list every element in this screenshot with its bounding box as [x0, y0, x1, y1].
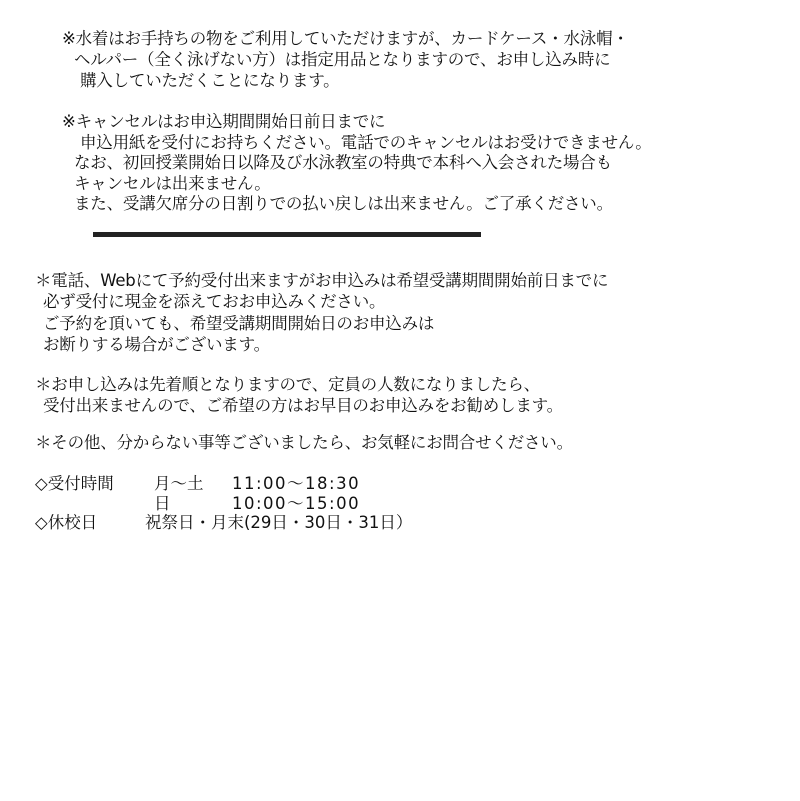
reservation-note-line-1: ＊電話、Webにて予約受付出来ますがお申込みは希望受講期間開始前日までに	[35, 271, 609, 290]
reservation-note-line-4: お断りする場合がございます。	[43, 335, 270, 354]
cancel-note-line-4: キャンセルは出来ません。	[74, 174, 271, 193]
hours-sunday-day: 日	[154, 494, 171, 513]
closed-days-label: ◇休校日	[35, 513, 98, 532]
swimwear-note-line-3: 購入していただくことになります。	[80, 71, 340, 90]
hours-label: ◇受付時間	[35, 474, 114, 493]
other-note-line-1: ＊その他、分からない事等ございましたら、お気軽にお問合せください。	[35, 433, 573, 452]
swimwear-note-line-2: ヘルパー（全く泳げない方）は指定用品となりますので、お申し込み時に	[74, 50, 611, 69]
cancel-note-line-1: ※キャンセルはお申込期間開始日前日までに	[62, 112, 386, 131]
hours-weekday-days: 月～土	[154, 474, 204, 493]
hours-sunday-time: 10:00～15:00	[232, 494, 361, 513]
first-come-note-line-2: 受付出来ませんので、ご希望の方はお早目のお申込みをお勧めします。	[43, 396, 563, 415]
cancel-note-line-2: 申込用紙を受付にお持ちください。電話でのキャンセルはお受けできません。	[80, 133, 652, 152]
reservation-note-line-3: ご予約を頂いても、希望受講期間開始日のお申込みは	[43, 314, 435, 333]
hours-weekday-time: 11:00～18:30	[232, 474, 361, 493]
reservation-note-line-2: 必ず受付に現金を添えておお申込みください。	[43, 292, 386, 311]
cancel-note-line-3: なお、初回授業開始日以降及び水泳教室の特典で本科へ入会された場合も	[74, 153, 612, 172]
swimwear-note-line-1: ※水着はお手持ちの物をご利用していただけますが、カードケース・水泳帽・	[62, 29, 629, 48]
closed-days-value: 祝祭日・月末(29日・30日・31日）	[145, 513, 413, 532]
section-divider	[93, 232, 481, 237]
first-come-note-line-1: ＊お申し込みは先着順となりますので、定員の人数になりましたら、	[35, 375, 540, 394]
cancel-note-line-5: また、受講欠席分の日割りでの払い戻しは出来ません。ご了承ください。	[74, 194, 613, 213]
